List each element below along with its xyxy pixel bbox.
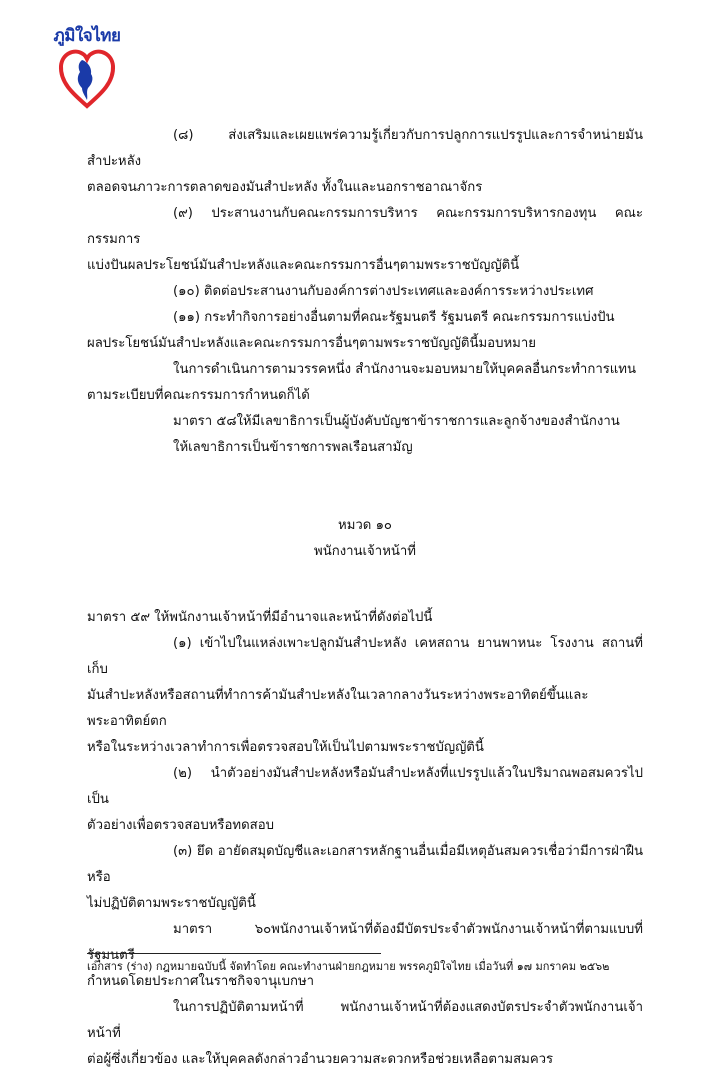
paragraph-line: (๒) นำตัวอย่างมันสำปะหลังหรือมันสำปะหลังที่แปรรูปแล้วในปริมาณพอสมควรไปเป็น [87,766,643,807]
paragraph-line: มาตรา ๖๐พนักงานเจ้าหน้าที่ต้องมีบัตรประจำตัวพนักงานเจ้าหน้าที่ตามแบบที่รัฐมนตรี [87,922,643,963]
paragraph-line: ให้เลขาธิการเป็นข้าราชการพลเรือนสามัญ [173,440,413,455]
footnote-divider [87,953,381,954]
paragraph-line: ต่อผู้ซึ่งเกี่ยวข้อง และให้บุคคลดังกล่าวอำนวยความสะดวกหรือช่วยเหลือตามสมควร [87,1052,554,1067]
section-59-item-1 [87,631,643,761]
paragraph-line: มาตรา ๕๘ให้มีเลขาธิการเป็นผู้บังคับบัญชาข้าราชการและลูกจ้างของสำนักงาน [173,414,620,429]
section-59-intro [87,605,643,631]
paragraph-line: ตลอดจนภาวะการตลาดของมันสำปะหลัง ทั้งในและนอกราชอาณาจักร [87,180,483,195]
paragraph-line: กำหนดโดยประกาศในราชกิจจานุเบกษา [87,974,315,989]
section-59-item-3 [87,839,643,917]
logo-text: ภูมิใจไทย [53,26,121,46]
paragraph-line: (๑) เข้าไปในแหล่งเพาะปลูกมันสำปะหลัง เคหสถาน ยานพาหนะ โรงงาน สถานที่เก็บ [87,636,643,677]
section-58 [87,409,643,435]
paragraph-line: ผลประโยชน์มันสำปะหลังและคณะกรรมการอื่นๆตามพระราชบัญญัตินี้มอบหมาย [87,336,536,351]
paragraph-line: (๓) ยึด อายัดสมุดบัญชีและเอกสารหลักฐานอื่นเมื่อมีเหตุอันสมควรเชื่อว่ามีการฝ่าฝืนหรือ [87,844,643,885]
chapter-title: พนักงานเจ้าหน้าที่ [314,544,416,559]
paragraph-line: มันสำปะหลังหรือสถานที่ทำการค้ามันสำปะหลังในเวลากลางวันระหว่างพระอาทิตย์ขึ้นและพระอาทิตย์ตก [87,688,589,729]
paragraph-10 [87,279,643,305]
document-body [87,123,643,1073]
paragraph-line: (๘) ส่งเสริมและเผยแพร่ความรู้เกี่ยวกับการปลูกการแปรรูปและการจำหน่ายมันสำปะหลัง [87,128,643,169]
paragraph-line: (๑๐) ติดต่อประสานงานกับองค์การต่างประเทศและองค์การระหว่างประเทศ [173,284,594,299]
section-60-second [87,995,643,1073]
paragraph-line: แบ่งปันผลประโยชน์มันสำปะหลังและคณะกรรมการอื่นๆตามพระราชบัญญัตินี้ [87,258,520,273]
paragraph-line: ตามระเบียบที่คณะกรรมการกำหนดก็ได้ [87,388,310,403]
paragraph-delegation [87,357,643,409]
paragraph-9 [87,201,643,279]
party-logo [50,22,124,112]
paragraph-11 [87,305,643,357]
footnote: เอกสาร (ร่าง) กฎหมายฉบับนี้ จัดทำโดย คณะทำงานฝ่ายกฎหมาย พรรคภูมิใจไทย เมื่อวันที่ ๑๗ มกราคม ๒๕๖๒ [87,960,610,973]
paragraph-line: หรือในระหว่างเวลาทำการเพื่อตรวจสอบให้เป็นไปตามพระราชบัญญัตินี้ [87,740,484,755]
paragraph-line: (๑๑) กระทำกิจการอย่างอื่นตามที่คณะรัฐมนตรี รัฐมนตรี คณะกรรมการแบ่งปัน [173,310,615,325]
paragraph-line: ตัวอย่างเพื่อตรวจสอบหรือทดสอบ [87,818,274,833]
paragraph-line: ในการดำเนินการตามวรรคหนึ่ง สำนักงานจะมอบหมายให้บุคคลอื่นกระทำการแทน [173,362,637,377]
paragraph-line: ในการปฏิบัติตามหน้าที่ พนักงานเจ้าหน้าที่ต้องแสดงบัตรประจำตัวพนักงานเจ้าหน้าที่ [87,1000,643,1041]
paragraph-line: ไม่ปฏิบัติตามพระราชบัญญัตินี้ [87,896,256,911]
paragraph-8 [87,123,643,201]
heart-map-icon [58,46,116,110]
section-58-second [87,435,643,461]
paragraph-line: (๙) ประสานงานกับคณะกรรมการบริหาร คณะกรรมการบริหารกองทุน คณะกรรมการ [87,206,643,247]
paragraph-line: มาตรา ๕๙ ให้พนักงานเจ้าหน้าที่มีอำนาจและหน้าที่ดังต่อไปนี้ [87,610,433,625]
chapter-number: หมวด ๑๐ [338,518,392,533]
section-60 [87,917,643,995]
section-59-item-2 [87,761,643,839]
